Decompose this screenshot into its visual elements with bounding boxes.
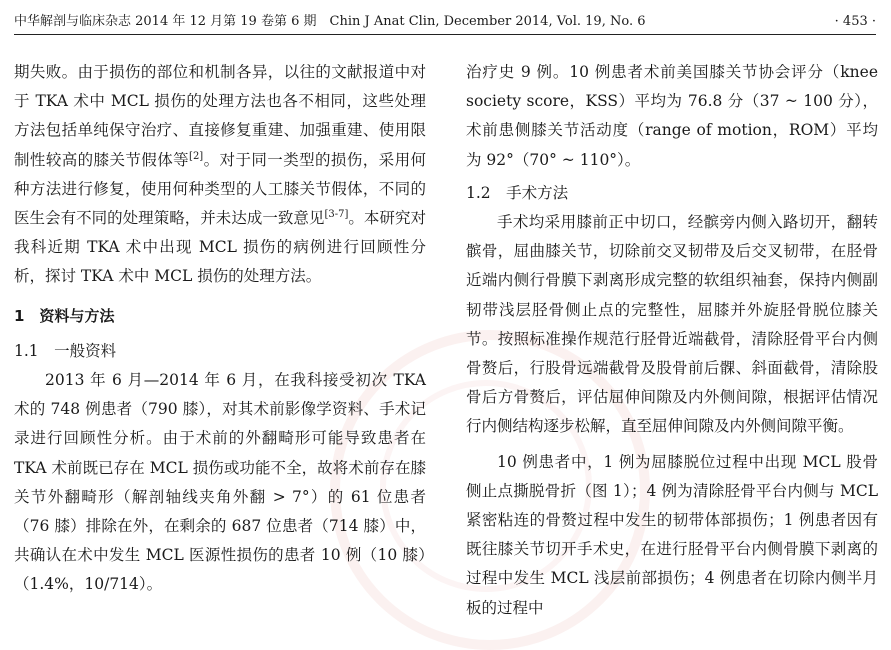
running-header [14,12,876,35]
general-data-paragraph: 2013 年 6 月—2014 年 6 月，在我科接受初次 TKA 术的 748 例患者（790 膝），对其术前影像学资料、手术记录进行回顾性分析。由于术前的外翻畸形可能导致患者在 TKA 术前既已存在 MCL 损伤或功能不全，故将术前存在膝关节外翻畸形（解剖轴线夹角外翻 > 7°）的 61 位患者（76 膝）排除在外，在剩余的 687 位患者（714 膝）中，共确认在术中发生 MCL 医源性损伤的患者 10 例（10 膝）（1.4%，10/714）。 [14,371,426,594]
right-column [466,58,878,623]
citation-ref[interactable]: [2] [189,150,204,162]
surgery-paragraph: 手术均采用膝前正中切口，经髌旁内侧入路切开，翻转髌骨，屈曲膝关节，切除前交叉韧带及后交叉韧带，在胫骨近端内侧行骨膜下剥离形成完整的软组织袖套，保持内侧副韧带浅层胫骨侧止点的完整性，屈膝并外旋胫骨脱位膝关节。按照标准操作规范行胫骨近端截骨，清除胫骨平台内侧骨赘后，行股骨远端截骨及股骨前后髁、斜面截骨，清除股骨后方骨赘后，评估屈伸间隙及内外侧间隙，根据评估情况行内侧结构逐步松解，直至屈伸间隙及内外侧间隙平衡。 [466,213,878,436]
history-paragraph: 治疗史 9 例。10 例患者术前美国膝关节协会评分（knee society score，KSS）平均为 76.8 分（37 ~ 100 分），术前患侧膝关节活动度（range of motion，ROM）平均为 92°（70° ~ 110°）。 [466,63,878,169]
injury-paragraph: 10 例患者中，1 例为屈膝脱位过程中出现 MCL 股骨侧止点撕脱骨折（图 1）；4 例为清除胫骨平台内侧与 MCL 紧密粘连的骨赘过程中发生的韧带体部损伤；1 例患者因有既往膝关节切开手术史，在进行胫骨平台内侧骨膜下剥离的过程中发生 MCL 浅层前部损伤；4 例患者在切除内侧半月板的过程中 [466,452,878,617]
journal-citation: 中华解剖与临床杂志 2014 年 12 月第 19 卷第 6 期 Chin J Anat Clin, December 2014, Vol. 19, No. 6 [14,14,646,29]
subsection-heading-surgery: 1.2 手术方法 [466,183,569,202]
left-column [14,58,426,600]
subsection-heading-general: 1.1 一般资料 [14,341,117,360]
citation-ref[interactable]: [3-7] [324,208,349,220]
section-heading-methods: 1 资料与方法 [14,306,115,325]
intro-paragraph: 期失败。由于损伤的部位和机制各异，以往的文献报道中对于 TKA 术中 MCL 损伤的处理方法也各不相同，这些处理方法包括单纯保守治疗、直接修复重建、加强重建、使用限制性较高的膝关节假体等[2]。对于同一类型的损伤，采用何种方法进行修复，使用何种类型的人工膝关节假体，不同的医生会有不同的处理策略，并未达成一致意见[3-7]。本研究对我科近期 TKA 术中出现 MCL 损伤的病例进行回顾性分析，探讨 TKA 术中 MCL 损伤的处理方法。 [14,63,426,286]
page-number: · 453 · [834,14,876,29]
